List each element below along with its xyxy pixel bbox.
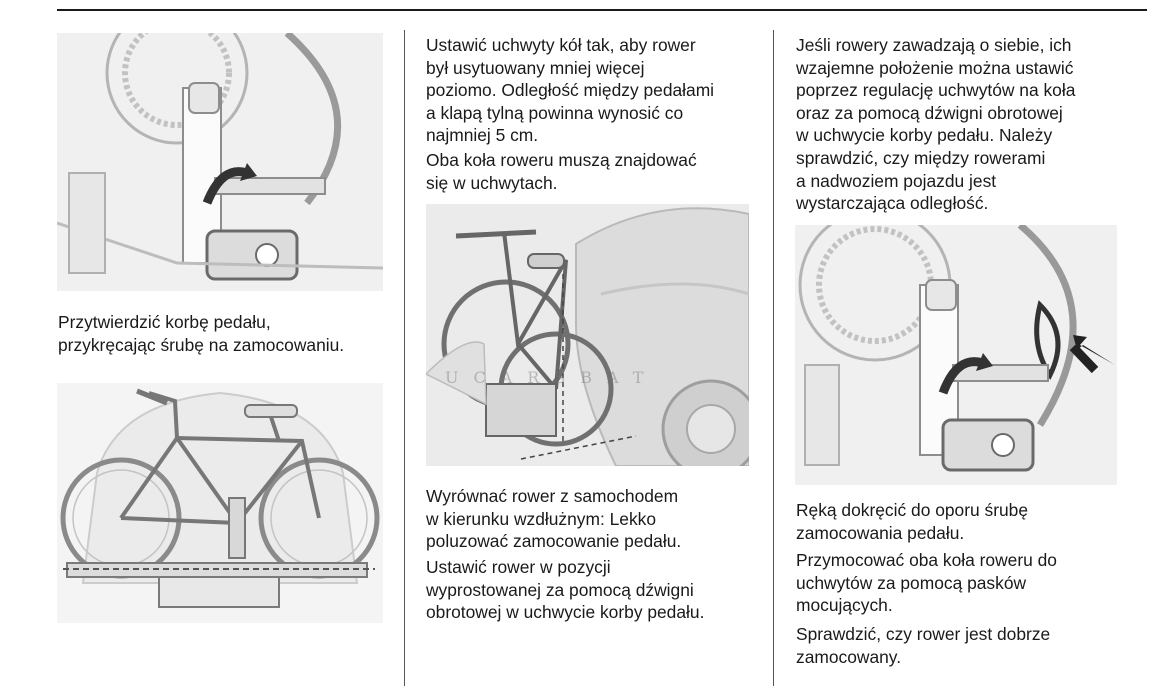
watermark: UCARSBAT bbox=[445, 368, 659, 387]
pedal-strap-illustration bbox=[795, 225, 1117, 485]
caption-pedal-screw: Przytwierdzić korbę pedału, przykręcając śrubę na zamocowaniu. bbox=[58, 312, 345, 355]
column-divider-right bbox=[773, 30, 774, 686]
paragraph-wheel-holders: Ustawić uchwyty kół tak, aby rower był usytuowany mniej więcej poziomo. Odległość między pedałami a klapą tylną powinna wynosić co najmniej 5 cm. bbox=[426, 35, 715, 146]
paragraph-both-wheels: Oba koła roweru muszą znajdować się w uchwytach. bbox=[426, 150, 697, 193]
paragraph-straps: Przymocować oba koła roweru do uchwytów za pomocą pasków mocujących. bbox=[796, 550, 1057, 616]
column-divider-left bbox=[404, 30, 405, 686]
paragraph-upright-position: Ustawić rower w pozycji wyprostowanej za pomocą dźwigni obrotowej w uchwycie korby pedału. bbox=[426, 557, 705, 623]
paragraph-align-bike: Wyrównać rower z samochodem w kierunku wzdłużnym: Lekko poluzować zamocowanie pedału. bbox=[426, 486, 682, 552]
paragraph-tighten-screw: Ręką dokręcić do oporu śrubę zamocowania pedału. bbox=[796, 500, 1029, 543]
pedal-crank-mount-illustration bbox=[57, 33, 383, 291]
bike-on-carrier-rear-view-illustration bbox=[57, 383, 383, 623]
paragraph-bikes-interfere: Jeśli rowery zawadzają o siebie, ich wzajemne położenie można ustawić poprzez regulację uchwytów na koła oraz za pomocą dźwigni obrotowej w uchwycie korby pedału. Należy sprawdzić, czy między rowerami a nadwoziem pojazdu jest wystarczająca odległość. bbox=[796, 35, 1076, 214]
top-rule bbox=[57, 9, 1147, 11]
paragraph-check-fastened: Sprawdzić, czy rower jest dobrze zamocowany. bbox=[796, 624, 1051, 667]
bike-alignment-side-view-illustration bbox=[426, 204, 749, 466]
